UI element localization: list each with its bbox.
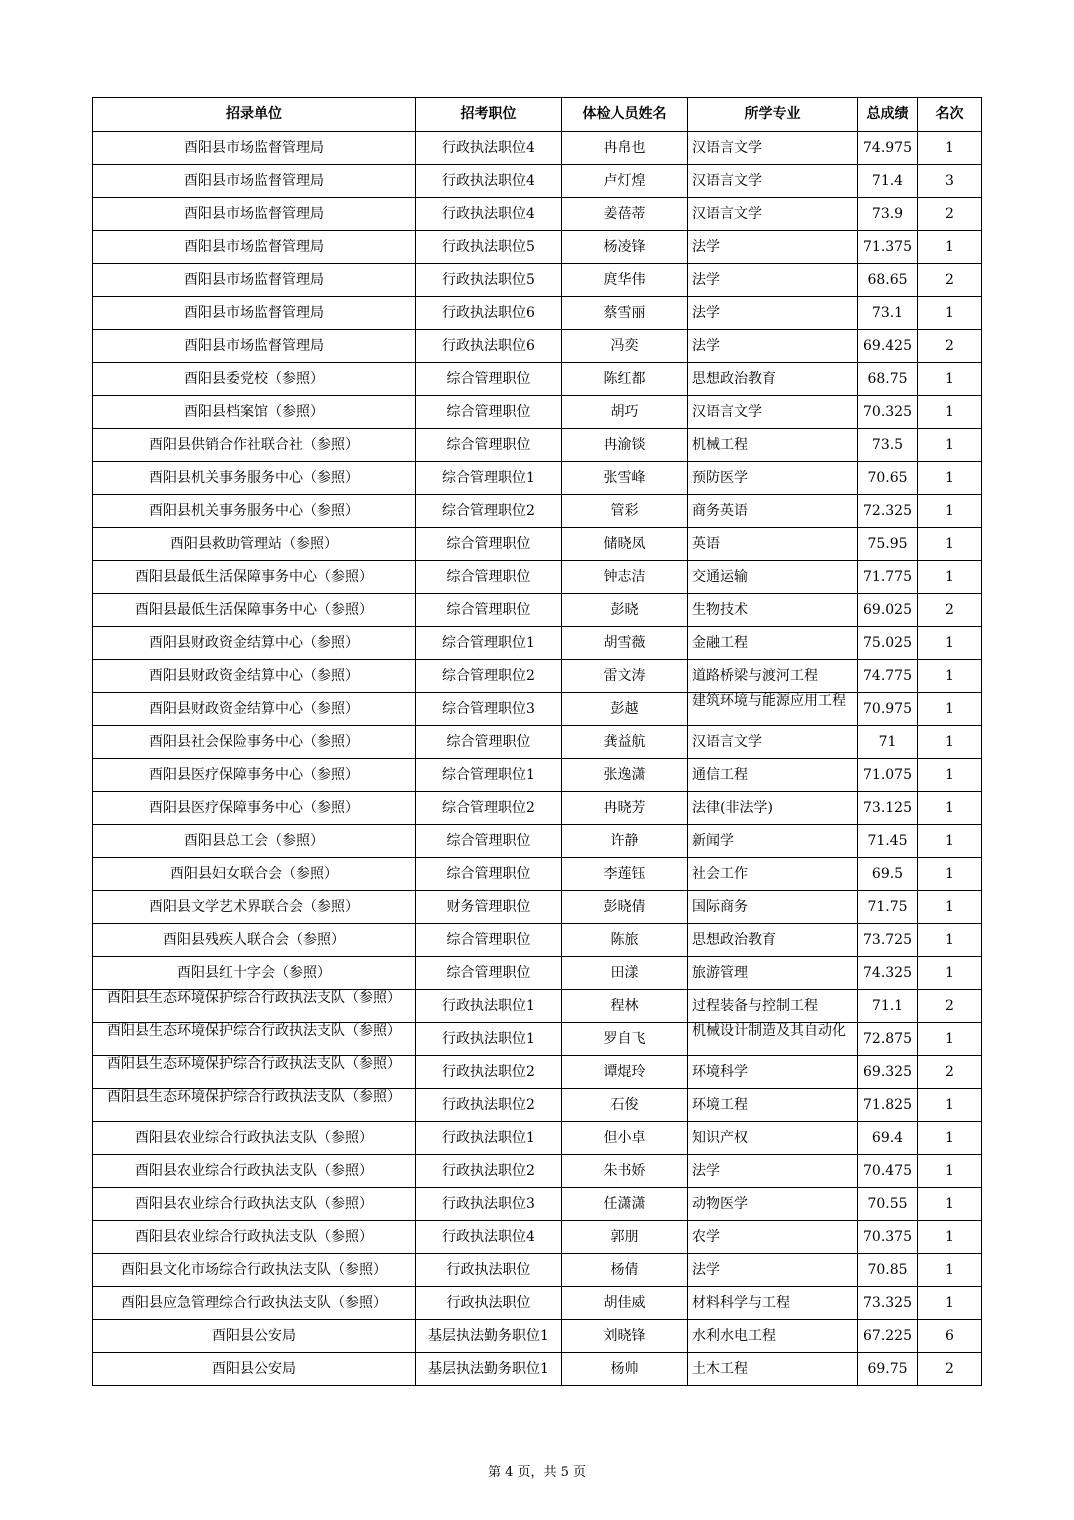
cell-major: 英语 bbox=[688, 528, 858, 561]
cell-rank: 1 bbox=[918, 1188, 982, 1221]
cell-score: 71.1 bbox=[858, 990, 918, 1023]
cell-major: 汉语言文学 bbox=[688, 198, 858, 231]
table-row bbox=[93, 1056, 982, 1089]
table-body bbox=[93, 132, 982, 1386]
table-row bbox=[93, 165, 982, 198]
cell-major: 机械工程 bbox=[688, 429, 858, 462]
cell-score: 68.65 bbox=[858, 264, 918, 297]
cell-score: 73.325 bbox=[858, 1287, 918, 1320]
cell-major: 汉语言文学 bbox=[688, 726, 858, 759]
table-row bbox=[93, 1122, 982, 1155]
cell-position: 综合管理职位 bbox=[416, 594, 562, 627]
cell-position: 行政执法职位4 bbox=[416, 1221, 562, 1254]
cell-unit: 酉阳县机关事务服务中心（参照） bbox=[93, 462, 416, 495]
cell-name: 钟志洁 bbox=[562, 561, 688, 594]
cell-unit: 酉阳县文学艺术界联合会（参照） bbox=[93, 891, 416, 924]
table-row bbox=[93, 1089, 982, 1122]
cell-name: 雷文涛 bbox=[562, 660, 688, 693]
cell-name: 庹华伟 bbox=[562, 264, 688, 297]
results-table-container bbox=[92, 97, 981, 1386]
cell-position: 综合管理职位1 bbox=[416, 462, 562, 495]
cell-score: 71.45 bbox=[858, 825, 918, 858]
cell-rank: 1 bbox=[918, 1089, 982, 1122]
cell-rank: 3 bbox=[918, 165, 982, 198]
cell-score: 73.125 bbox=[858, 792, 918, 825]
cell-rank: 2 bbox=[918, 990, 982, 1023]
cell-unit: 酉阳县市场监督管理局 bbox=[93, 165, 416, 198]
cell-unit: 酉阳县委党校（参照） bbox=[93, 363, 416, 396]
cell-major: 材料科学与工程 bbox=[688, 1287, 858, 1320]
cell-position: 基层执法勤务职位1 bbox=[416, 1320, 562, 1353]
cell-name: 张雪峰 bbox=[562, 462, 688, 495]
cell-score: 69.75 bbox=[858, 1353, 918, 1386]
cell-unit: 酉阳县医疗保障事务中心（参照） bbox=[93, 792, 416, 825]
cell-score: 72.875 bbox=[858, 1023, 918, 1056]
cell-name: 管彩 bbox=[562, 495, 688, 528]
cell-score: 71.825 bbox=[858, 1089, 918, 1122]
cell-rank: 2 bbox=[918, 198, 982, 231]
cell-name: 石俊 bbox=[562, 1089, 688, 1122]
cell-position: 行政执法职位1 bbox=[416, 1122, 562, 1155]
header-major: 所学专业 bbox=[688, 98, 858, 132]
cell-score: 74.325 bbox=[858, 957, 918, 990]
cell-score: 69.025 bbox=[858, 594, 918, 627]
cell-major: 新闻学 bbox=[688, 825, 858, 858]
table-row bbox=[93, 660, 982, 693]
cell-score: 67.225 bbox=[858, 1320, 918, 1353]
cell-major: 汉语言文学 bbox=[688, 165, 858, 198]
cell-unit: 酉阳县市场监督管理局 bbox=[93, 231, 416, 264]
cell-score: 71.4 bbox=[858, 165, 918, 198]
table-row bbox=[93, 1320, 982, 1353]
cell-score: 69.325 bbox=[858, 1056, 918, 1089]
cell-name: 彭晓 bbox=[562, 594, 688, 627]
cell-position: 综合管理职位3 bbox=[416, 693, 562, 726]
table-row bbox=[93, 264, 982, 297]
cell-score: 70.975 bbox=[858, 693, 918, 726]
cell-major: 法学 bbox=[688, 1254, 858, 1287]
table-row bbox=[93, 1155, 982, 1188]
header-name: 体检人员姓名 bbox=[562, 98, 688, 132]
cell-rank: 1 bbox=[918, 429, 982, 462]
table-row bbox=[93, 363, 982, 396]
cell-name: 李莲钰 bbox=[562, 858, 688, 891]
header-rank: 名次 bbox=[918, 98, 982, 132]
table-row bbox=[93, 396, 982, 429]
cell-unit: 酉阳县社会保险事务中心（参照） bbox=[93, 726, 416, 759]
table-row bbox=[93, 1188, 982, 1221]
cell-position: 综合管理职位2 bbox=[416, 660, 562, 693]
cell-name: 程林 bbox=[562, 990, 688, 1023]
cell-rank: 1 bbox=[918, 726, 982, 759]
table-row bbox=[93, 1221, 982, 1254]
cell-major: 商务英语 bbox=[688, 495, 858, 528]
cell-unit: 酉阳县公安局 bbox=[93, 1320, 416, 1353]
cell-unit: 酉阳县妇女联合会（参照） bbox=[93, 858, 416, 891]
cell-rank: 1 bbox=[918, 858, 982, 891]
cell-name: 郭朋 bbox=[562, 1221, 688, 1254]
results-table bbox=[92, 97, 982, 1386]
cell-name: 谭焜玲 bbox=[562, 1056, 688, 1089]
cell-position: 综合管理职位 bbox=[416, 396, 562, 429]
cell-name: 张逸潇 bbox=[562, 759, 688, 792]
cell-name: 龚益航 bbox=[562, 726, 688, 759]
table-row bbox=[93, 924, 982, 957]
table-row bbox=[93, 561, 982, 594]
table-row bbox=[93, 858, 982, 891]
cell-name: 任潇潇 bbox=[562, 1188, 688, 1221]
cell-unit: 酉阳县市场监督管理局 bbox=[93, 132, 416, 165]
cell-position: 综合管理职位1 bbox=[416, 627, 562, 660]
cell-position: 行政执法职位6 bbox=[416, 330, 562, 363]
cell-position: 行政执法职位3 bbox=[416, 1188, 562, 1221]
cell-name: 许静 bbox=[562, 825, 688, 858]
header-unit: 招录单位 bbox=[93, 98, 416, 132]
header-score: 总成绩 bbox=[858, 98, 918, 132]
cell-position: 综合管理职位 bbox=[416, 561, 562, 594]
cell-rank: 2 bbox=[918, 264, 982, 297]
cell-rank: 1 bbox=[918, 825, 982, 858]
cell-major: 动物医学 bbox=[688, 1188, 858, 1221]
cell-position: 综合管理职位 bbox=[416, 957, 562, 990]
cell-major: 法律(非法学) bbox=[688, 792, 858, 825]
cell-score: 69.4 bbox=[858, 1122, 918, 1155]
cell-major: 环境工程 bbox=[688, 1089, 858, 1122]
cell-major: 法学 bbox=[688, 330, 858, 363]
cell-rank: 1 bbox=[918, 396, 982, 429]
cell-unit: 酉阳县财政资金结算中心（参照） bbox=[93, 627, 416, 660]
cell-position: 行政执法职位2 bbox=[416, 1155, 562, 1188]
cell-unit: 酉阳县农业综合行政执法支队（参照） bbox=[93, 1221, 416, 1254]
cell-rank: 1 bbox=[918, 132, 982, 165]
cell-position: 综合管理职位 bbox=[416, 825, 562, 858]
cell-unit: 酉阳县农业综合行政执法支队（参照） bbox=[93, 1188, 416, 1221]
cell-score: 71.375 bbox=[858, 231, 918, 264]
cell-score: 70.375 bbox=[858, 1221, 918, 1254]
page-footer: 第 4 页，共 5 页 bbox=[487, 1465, 587, 1480]
cell-score: 74.975 bbox=[858, 132, 918, 165]
cell-unit: 酉阳县档案馆（参照） bbox=[93, 396, 416, 429]
cell-major: 法学 bbox=[688, 264, 858, 297]
table-row bbox=[93, 462, 982, 495]
cell-position: 综合管理职位 bbox=[416, 858, 562, 891]
cell-rank: 1 bbox=[918, 363, 982, 396]
table-row bbox=[93, 594, 982, 627]
cell-position: 综合管理职位2 bbox=[416, 495, 562, 528]
cell-major: 机械设计制造及其自动化 bbox=[688, 1023, 858, 1056]
cell-unit: 酉阳县最低生活保障事务中心（参照） bbox=[93, 561, 416, 594]
table-row bbox=[93, 891, 982, 924]
cell-major: 建筑环境与能源应用工程 bbox=[688, 693, 858, 726]
cell-unit: 酉阳县农业综合行政执法支队（参照） bbox=[93, 1155, 416, 1188]
cell-rank: 1 bbox=[918, 792, 982, 825]
cell-major: 国际商务 bbox=[688, 891, 858, 924]
cell-position: 行政执法职位2 bbox=[416, 1089, 562, 1122]
cell-rank: 1 bbox=[918, 924, 982, 957]
cell-major: 社会工作 bbox=[688, 858, 858, 891]
cell-name: 卢灯煌 bbox=[562, 165, 688, 198]
cell-name: 储晓凤 bbox=[562, 528, 688, 561]
cell-major: 汉语言文学 bbox=[688, 396, 858, 429]
cell-name: 冯奕 bbox=[562, 330, 688, 363]
cell-position: 综合管理职位 bbox=[416, 429, 562, 462]
cell-major: 知识产权 bbox=[688, 1122, 858, 1155]
cell-major: 法学 bbox=[688, 297, 858, 330]
cell-rank: 1 bbox=[918, 1221, 982, 1254]
table-row bbox=[93, 231, 982, 264]
cell-major: 法学 bbox=[688, 1155, 858, 1188]
cell-unit: 酉阳县应急管理综合行政执法支队（参照） bbox=[93, 1287, 416, 1320]
cell-rank: 2 bbox=[918, 594, 982, 627]
cell-position: 行政执法职位6 bbox=[416, 297, 562, 330]
cell-rank: 1 bbox=[918, 957, 982, 990]
cell-rank: 1 bbox=[918, 1254, 982, 1287]
cell-major: 生物技术 bbox=[688, 594, 858, 627]
table-header-row bbox=[93, 98, 982, 132]
cell-major: 通信工程 bbox=[688, 759, 858, 792]
cell-name: 田漾 bbox=[562, 957, 688, 990]
cell-score: 73.1 bbox=[858, 297, 918, 330]
cell-position: 综合管理职位 bbox=[416, 528, 562, 561]
cell-score: 70.55 bbox=[858, 1188, 918, 1221]
cell-score: 73.9 bbox=[858, 198, 918, 231]
cell-score: 73.5 bbox=[858, 429, 918, 462]
cell-unit: 酉阳县生态环境保护综合行政执法支队（参照） bbox=[93, 1089, 416, 1122]
cell-position: 综合管理职位 bbox=[416, 924, 562, 957]
cell-name: 朱书娇 bbox=[562, 1155, 688, 1188]
cell-position: 行政执法职位2 bbox=[416, 1056, 562, 1089]
cell-unit: 酉阳县供销合作社联合社（参照） bbox=[93, 429, 416, 462]
table-row bbox=[93, 132, 982, 165]
cell-name: 彭晓倩 bbox=[562, 891, 688, 924]
cell-position: 行政执法职位4 bbox=[416, 132, 562, 165]
cell-unit: 酉阳县最低生活保障事务中心（参照） bbox=[93, 594, 416, 627]
cell-name: 杨凌锋 bbox=[562, 231, 688, 264]
table-row bbox=[93, 330, 982, 363]
cell-rank: 1 bbox=[918, 660, 982, 693]
table-row bbox=[93, 759, 982, 792]
table-row bbox=[93, 429, 982, 462]
cell-rank: 1 bbox=[918, 561, 982, 594]
cell-unit: 酉阳县救助管理站（参照） bbox=[93, 528, 416, 561]
cell-unit: 酉阳县残疾人联合会（参照） bbox=[93, 924, 416, 957]
cell-unit: 酉阳县生态环境保护综合行政执法支队（参照） bbox=[93, 1056, 416, 1089]
cell-name: 陈旅 bbox=[562, 924, 688, 957]
cell-score: 70.65 bbox=[858, 462, 918, 495]
cell-major: 环境科学 bbox=[688, 1056, 858, 1089]
table-row bbox=[93, 495, 982, 528]
cell-unit: 酉阳县市场监督管理局 bbox=[93, 297, 416, 330]
cell-score: 70.475 bbox=[858, 1155, 918, 1188]
cell-major: 水利水电工程 bbox=[688, 1320, 858, 1353]
cell-rank: 1 bbox=[918, 627, 982, 660]
table-row bbox=[93, 297, 982, 330]
cell-major: 思想政治教育 bbox=[688, 363, 858, 396]
cell-position: 行政执法职位4 bbox=[416, 165, 562, 198]
cell-unit: 酉阳县市场监督管理局 bbox=[93, 330, 416, 363]
cell-rank: 1 bbox=[918, 528, 982, 561]
table-row bbox=[93, 627, 982, 660]
cell-major: 汉语言文学 bbox=[688, 132, 858, 165]
cell-name: 胡佳威 bbox=[562, 1287, 688, 1320]
cell-name: 但小卓 bbox=[562, 1122, 688, 1155]
cell-rank: 1 bbox=[918, 231, 982, 264]
cell-unit: 酉阳县公安局 bbox=[93, 1353, 416, 1386]
cell-rank: 1 bbox=[918, 495, 982, 528]
cell-rank: 1 bbox=[918, 1122, 982, 1155]
cell-score: 71 bbox=[858, 726, 918, 759]
cell-name: 杨倩 bbox=[562, 1254, 688, 1287]
cell-score: 73.725 bbox=[858, 924, 918, 957]
table-row bbox=[93, 990, 982, 1023]
cell-major: 过程装备与控制工程 bbox=[688, 990, 858, 1023]
cell-unit: 酉阳县财政资金结算中心（参照） bbox=[93, 660, 416, 693]
cell-unit: 酉阳县机关事务服务中心（参照） bbox=[93, 495, 416, 528]
cell-rank: 1 bbox=[918, 891, 982, 924]
cell-major: 旅游管理 bbox=[688, 957, 858, 990]
cell-position: 财务管理职位 bbox=[416, 891, 562, 924]
cell-major: 思想政治教育 bbox=[688, 924, 858, 957]
cell-rank: 1 bbox=[918, 462, 982, 495]
table-row bbox=[93, 957, 982, 990]
cell-unit: 酉阳县市场监督管理局 bbox=[93, 198, 416, 231]
cell-major: 农学 bbox=[688, 1221, 858, 1254]
cell-score: 72.325 bbox=[858, 495, 918, 528]
cell-score: 71.775 bbox=[858, 561, 918, 594]
cell-rank: 2 bbox=[918, 330, 982, 363]
cell-unit: 酉阳县医疗保障事务中心（参照） bbox=[93, 759, 416, 792]
cell-name: 胡巧 bbox=[562, 396, 688, 429]
cell-rank: 1 bbox=[918, 297, 982, 330]
cell-rank: 1 bbox=[918, 1023, 982, 1056]
cell-position: 综合管理职位1 bbox=[416, 759, 562, 792]
cell-score: 74.775 bbox=[858, 660, 918, 693]
cell-unit: 酉阳县红十字会（参照） bbox=[93, 957, 416, 990]
cell-position: 行政执法职位 bbox=[416, 1254, 562, 1287]
cell-major: 道路桥梁与渡河工程 bbox=[688, 660, 858, 693]
cell-unit: 酉阳县生态环境保护综合行政执法支队（参照） bbox=[93, 1023, 416, 1056]
cell-rank: 1 bbox=[918, 1155, 982, 1188]
cell-position: 行政执法职位1 bbox=[416, 1023, 562, 1056]
table-row bbox=[93, 726, 982, 759]
cell-position: 综合管理职位 bbox=[416, 363, 562, 396]
table-row bbox=[93, 528, 982, 561]
cell-score: 70.325 bbox=[858, 396, 918, 429]
table-row bbox=[93, 1353, 982, 1386]
cell-score: 70.85 bbox=[858, 1254, 918, 1287]
cell-rank: 1 bbox=[918, 759, 982, 792]
cell-unit: 酉阳县市场监督管理局 bbox=[93, 264, 416, 297]
cell-position: 行政执法职位5 bbox=[416, 264, 562, 297]
cell-rank: 6 bbox=[918, 1320, 982, 1353]
cell-name: 蔡雪丽 bbox=[562, 297, 688, 330]
cell-major: 土木工程 bbox=[688, 1353, 858, 1386]
cell-unit: 酉阳县生态环境保护综合行政执法支队（参照） bbox=[93, 990, 416, 1023]
cell-score: 71.75 bbox=[858, 891, 918, 924]
cell-position: 行政执法职位4 bbox=[416, 198, 562, 231]
table-row bbox=[93, 1287, 982, 1320]
cell-major: 交通运输 bbox=[688, 561, 858, 594]
cell-rank: 1 bbox=[918, 693, 982, 726]
cell-major: 金融工程 bbox=[688, 627, 858, 660]
cell-name: 刘晓锋 bbox=[562, 1320, 688, 1353]
cell-name: 陈红都 bbox=[562, 363, 688, 396]
table-row bbox=[93, 693, 982, 726]
cell-position: 综合管理职位 bbox=[416, 726, 562, 759]
cell-unit: 酉阳县总工会（参照） bbox=[93, 825, 416, 858]
cell-score: 75.025 bbox=[858, 627, 918, 660]
cell-position: 行政执法职位 bbox=[416, 1287, 562, 1320]
cell-major: 预防医学 bbox=[688, 462, 858, 495]
cell-rank: 1 bbox=[918, 1287, 982, 1320]
cell-position: 行政执法职位1 bbox=[416, 990, 562, 1023]
cell-name: 胡雪薇 bbox=[562, 627, 688, 660]
cell-unit: 酉阳县文化市场综合行政执法支队（参照） bbox=[93, 1254, 416, 1287]
cell-unit: 酉阳县农业综合行政执法支队（参照） bbox=[93, 1122, 416, 1155]
cell-position: 行政执法职位5 bbox=[416, 231, 562, 264]
cell-rank: 2 bbox=[918, 1353, 982, 1386]
table-row bbox=[93, 1254, 982, 1287]
table-row bbox=[93, 198, 982, 231]
header-position: 招考职位 bbox=[416, 98, 562, 132]
cell-score: 69.5 bbox=[858, 858, 918, 891]
cell-name: 罗自飞 bbox=[562, 1023, 688, 1056]
cell-position: 综合管理职位2 bbox=[416, 792, 562, 825]
table-row bbox=[93, 1023, 982, 1056]
cell-score: 68.75 bbox=[858, 363, 918, 396]
cell-position: 基层执法勤务职位1 bbox=[416, 1353, 562, 1386]
cell-name: 冉晓芳 bbox=[562, 792, 688, 825]
cell-name: 冉帛也 bbox=[562, 132, 688, 165]
table-row bbox=[93, 825, 982, 858]
cell-unit: 酉阳县财政资金结算中心（参照） bbox=[93, 693, 416, 726]
cell-score: 69.425 bbox=[858, 330, 918, 363]
cell-score: 71.075 bbox=[858, 759, 918, 792]
cell-major: 法学 bbox=[688, 231, 858, 264]
cell-name: 冉渝锬 bbox=[562, 429, 688, 462]
cell-score: 75.95 bbox=[858, 528, 918, 561]
cell-rank: 2 bbox=[918, 1056, 982, 1089]
table-row bbox=[93, 792, 982, 825]
cell-name: 姜蓓蒂 bbox=[562, 198, 688, 231]
cell-name: 杨帅 bbox=[562, 1353, 688, 1386]
cell-name: 彭越 bbox=[562, 693, 688, 726]
